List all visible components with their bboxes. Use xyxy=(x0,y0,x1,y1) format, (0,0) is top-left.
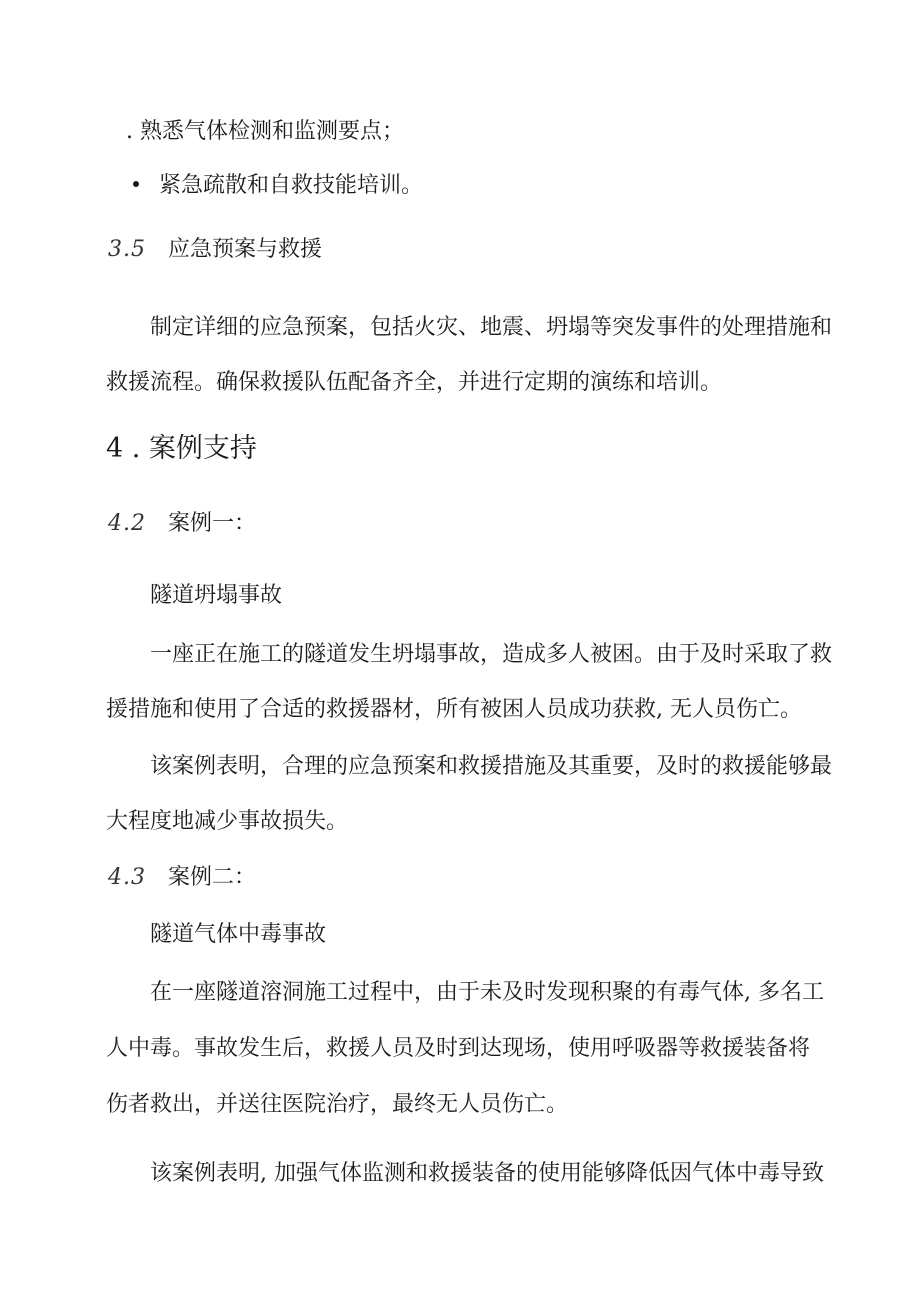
paragraph-line: 伤者救出，并送往医院治疗，最终无人员伤亡。 xyxy=(106,1092,569,1117)
section-number: 3.5 xyxy=(108,237,146,262)
section-title: 案例一： xyxy=(168,511,257,536)
paragraph-line: 制定详细的应急预案，包括火灾、地震、坍塌等突发事件的处理措施和 xyxy=(150,315,833,340)
section-heading-4-3 xyxy=(108,863,256,893)
case-title: 隧道坍塌事故 xyxy=(150,583,283,608)
section-number: 4.3 xyxy=(108,865,146,890)
section-number: 4.2 xyxy=(108,511,146,536)
section-title: 应急预案与救援 xyxy=(168,237,323,262)
section-title: 案例二： xyxy=(168,865,257,890)
bullet-icon xyxy=(133,181,139,187)
paragraph-line: 大程度地减少事故损失。 xyxy=(106,809,349,834)
paragraph-line: 援措施和使用了合适的救援器材，所有被困人员成功获救, 无人员伤亡。 xyxy=(106,697,802,722)
list-item-evacuation xyxy=(133,171,423,201)
paragraph-line: 救援流程。确保救援队伍配备齐全，并进行定期的演练和培训。 xyxy=(106,370,723,395)
paragraph-line: 在一座隧道溶洞施工过程中，由于未及时发现积聚的有毒气体, 多名工 xyxy=(150,980,824,1005)
section-heading-3-5 xyxy=(108,235,322,265)
section-heading-4-2 xyxy=(108,509,256,539)
case-title: 隧道气体中毒事故 xyxy=(150,922,327,947)
list-item-gas-detection: . 熟悉气体检测和监测要点； xyxy=(126,119,404,144)
paragraph-line: 该案例表明，合理的应急预案和救援措施及其重要，及时的救援能够最 xyxy=(150,754,833,779)
chapter-heading-4: 4 . 案例支持 xyxy=(106,433,257,464)
list-item-text: 紧急疏散和自救技能培训。 xyxy=(159,173,424,198)
paragraph-line: 人中毒。事故发生后，救援人员及时到达现场，使用呼吸器等救援装备将 xyxy=(106,1036,811,1061)
paragraph-line: 该案例表明, 加强气体监测和救援装备的使用能够降低因气体中毒导致 xyxy=(150,1161,824,1186)
paragraph-line: 一座正在施工的隧道发生坍塌事故，造成多人被困。由于及时采取了救 xyxy=(150,642,833,667)
